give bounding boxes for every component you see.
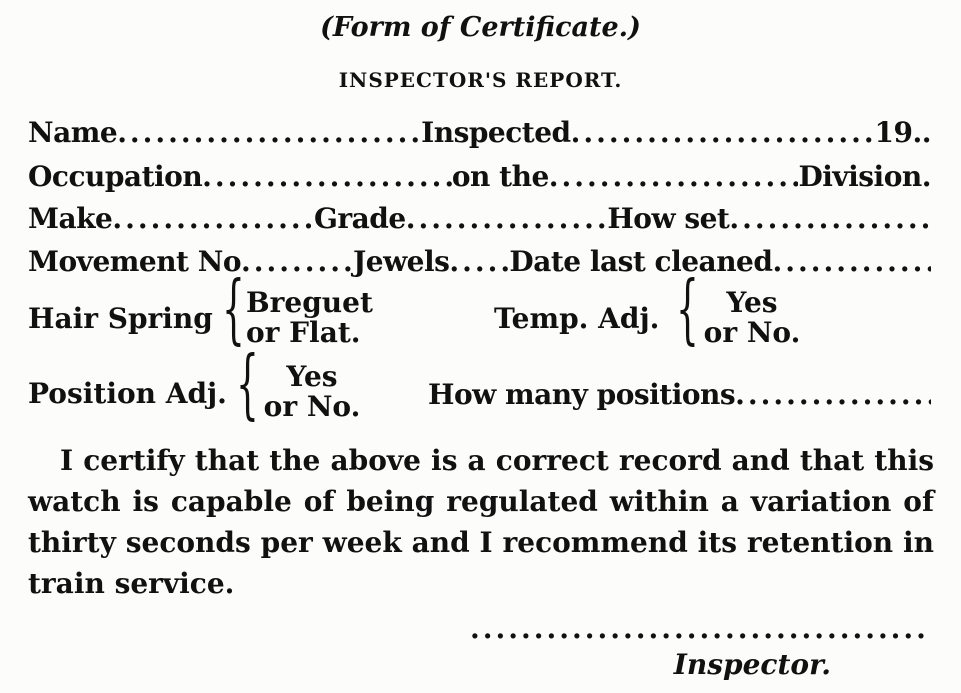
hair-spring-brace: { xyxy=(222,267,245,354)
make-label: Make xyxy=(28,202,113,235)
date-cleaned-label: Date last cleaned xyxy=(509,245,773,278)
how-many-positions-label: How many positions xyxy=(428,378,736,411)
hair-spring-options[interactable] xyxy=(246,288,373,348)
temp-adj-options[interactable] xyxy=(702,288,802,348)
temp-adj-brace: { xyxy=(676,267,699,354)
how-set-field[interactable] xyxy=(729,202,931,235)
division-label: Division. xyxy=(798,160,931,193)
name-row xyxy=(28,116,931,149)
position-adj-brace: { xyxy=(236,342,259,429)
how-many-positions-field[interactable] xyxy=(735,378,931,411)
certification-text: I certify that the above is a correct record and that this watch is capable of being regulated within a variation of thirty seconds per week and I recommend its retention in train service. xyxy=(28,444,934,600)
movement-field[interactable] xyxy=(241,245,353,278)
position-adj-options[interactable] xyxy=(262,362,362,422)
position-adj-option-no[interactable]: or No. xyxy=(263,390,361,423)
signature-line[interactable] xyxy=(470,612,930,645)
grade-label: Grade xyxy=(314,202,406,235)
how-set-label: How set xyxy=(607,202,730,235)
occupation-field[interactable] xyxy=(202,160,452,193)
positions-row xyxy=(428,378,931,411)
movement-row xyxy=(28,245,931,278)
name-field[interactable] xyxy=(117,116,421,149)
hair-spring-option-breguet[interactable]: Breguet xyxy=(246,286,373,319)
form-title: (Form of Certificate.) xyxy=(320,12,641,43)
make-field[interactable] xyxy=(112,202,314,235)
temp-adj-label: Temp. Adj. xyxy=(494,302,660,335)
year-label: 19.. xyxy=(874,116,931,149)
hair-spring-option-flat[interactable]: or Flat. xyxy=(246,316,361,349)
division-field[interactable] xyxy=(549,160,799,193)
jewels-label: Jewels xyxy=(353,245,450,278)
position-adj-option-yes[interactable]: Yes xyxy=(286,360,338,393)
jewels-field[interactable] xyxy=(449,245,509,278)
date-cleaned-field[interactable] xyxy=(772,245,931,278)
inspected-date-field[interactable] xyxy=(571,116,875,149)
position-adj-label: Position Adj. xyxy=(28,377,227,410)
inspected-label: Inspected xyxy=(421,116,571,149)
occupation-row xyxy=(28,160,931,193)
make-row xyxy=(28,202,931,235)
on-the-label: on the xyxy=(451,160,549,193)
hair-spring-label: Hair Spring xyxy=(28,302,213,335)
occupation-label: Occupation xyxy=(28,160,203,193)
grade-field[interactable] xyxy=(406,202,608,235)
temp-adj-option-yes[interactable]: Yes xyxy=(726,286,778,319)
report-heading: INSPECTOR'S REPORT. xyxy=(338,68,623,92)
movement-label: Movement No xyxy=(28,245,242,278)
temp-adj-option-no[interactable]: or No. xyxy=(703,316,801,349)
signature-label: Inspector. xyxy=(673,648,831,681)
name-label: Name xyxy=(28,116,118,149)
